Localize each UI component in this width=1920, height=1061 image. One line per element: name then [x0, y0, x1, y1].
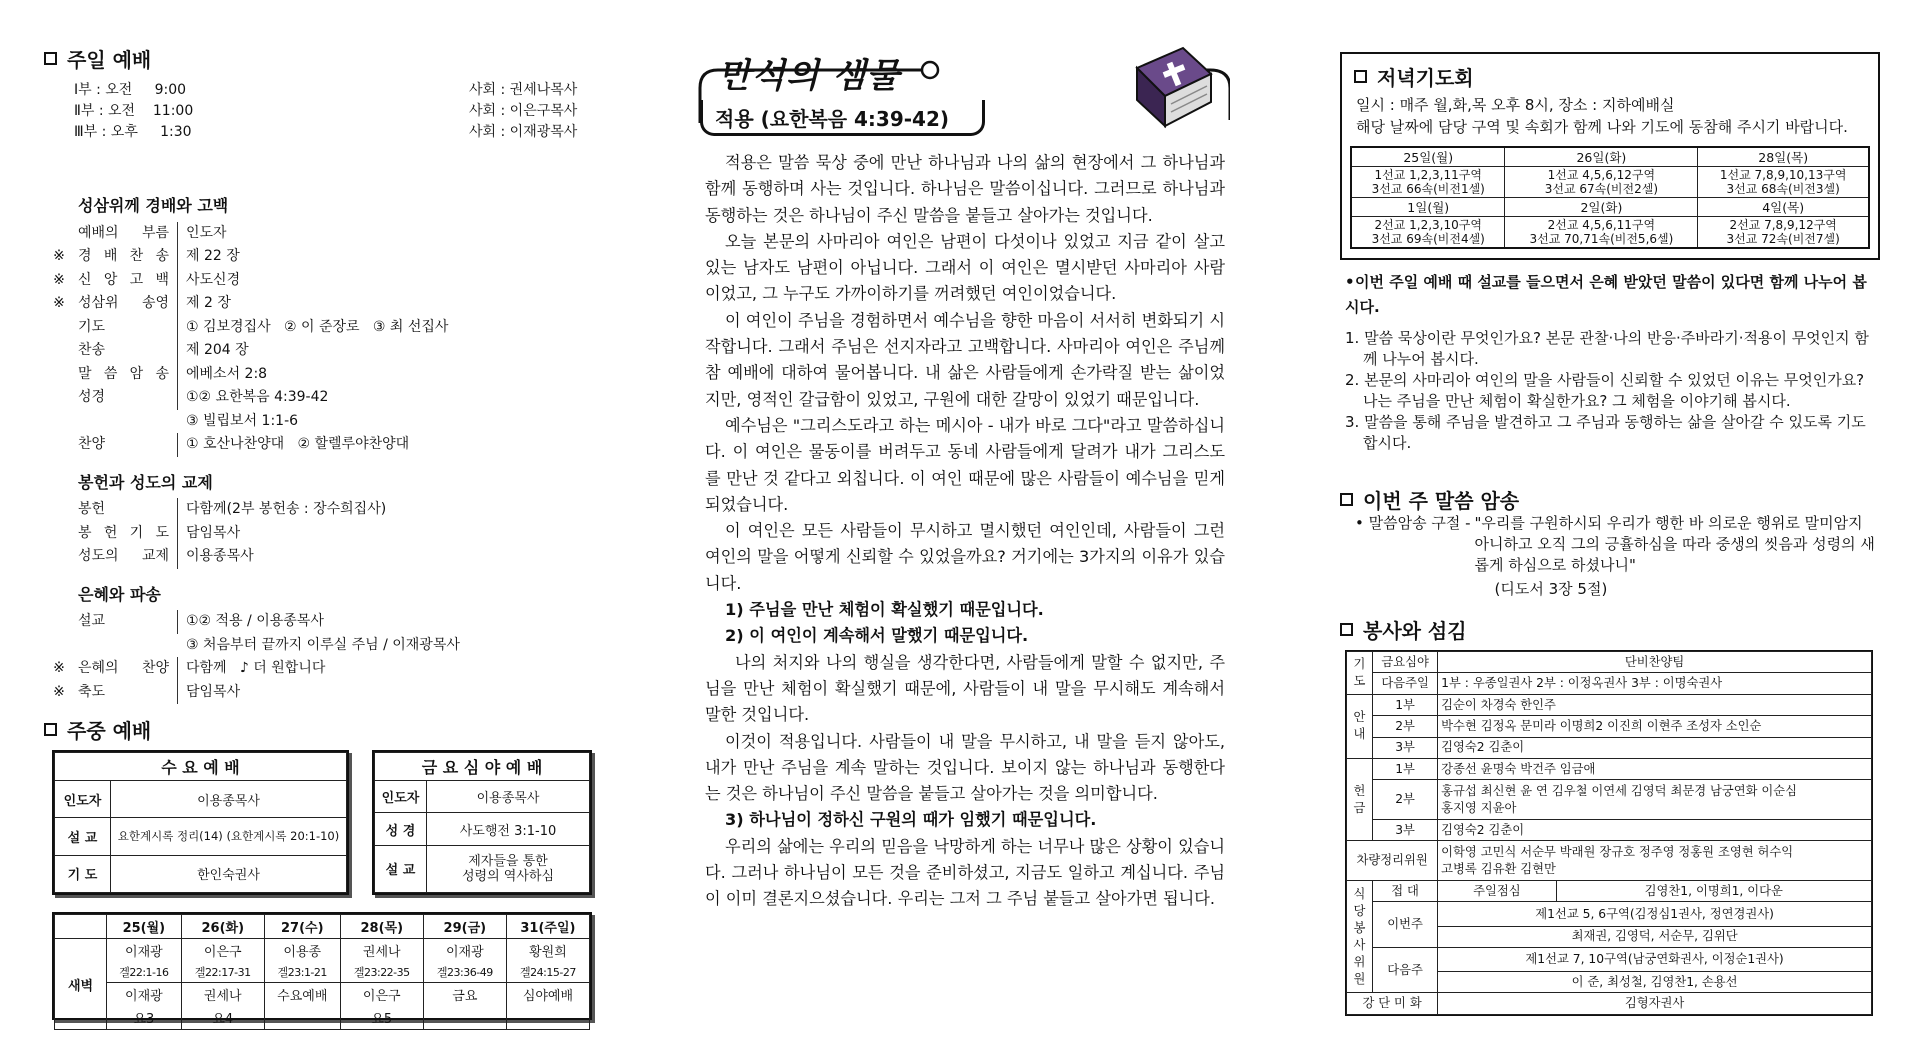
- row-value: 제자들을 통한 성령의 역사하심: [427, 845, 590, 892]
- order-row: [40, 363, 600, 387]
- order-row: [40, 634, 600, 658]
- service-cell: 김영찬1, 이명희1, 이다운: [1556, 881, 1871, 902]
- dawn-cell: 이재광: [107, 983, 182, 1007]
- row-label: 기 도: [55, 855, 111, 892]
- group-label: 기 도: [1347, 652, 1373, 695]
- order-of-worship: [40, 188, 600, 704]
- bible-icon: [1125, 40, 1217, 132]
- service-cell: 이 준, 최성철, 김영찬1, 손용선: [1438, 972, 1872, 993]
- order-row: [40, 545, 600, 569]
- evening-prayer-heading: 저녁기도회: [1354, 62, 1474, 91]
- order-label: 축도: [78, 681, 178, 705]
- article-paragraph: 이 여인이 주님을 경험하면서 예수님을 향한 마음이 서서히 변화되기 시작합니다. 그래서 주님은 선지자라고 고백합니다. 사마리아 여인은 주님께 참 예배에 대하여 물어봅니다. 내 삶은 사람들에게 손가락질 받는 삶이었지만, 영적인 갈급함이 있었고, 구원에 대한 갈망이 있었기 때문입니다.: [705, 310, 1225, 409]
- standing-mark: ※: [53, 271, 65, 288]
- dawn-cell: 심야예배: [506, 983, 589, 1007]
- service-cell: 김영숙2 김춘이: [1438, 737, 1872, 758]
- dawn-header-row: [55, 915, 590, 939]
- service-time: Ⅲ부 : 오후 1:30: [74, 124, 192, 140]
- row-value: 사도행전 3:1-10: [427, 813, 590, 845]
- prayer-date-row: [1351, 147, 1869, 167]
- order-label: 성삼위 송영: [78, 292, 178, 316]
- order-row: [40, 522, 600, 546]
- prayer-date: 1일(월): [1351, 198, 1505, 217]
- article-paragraph: 적용은 말씀 묵상 중에 만난 하나님과 나의 삶의 현장에서 그 하나님과 함께 동행하며 사는 것입니다. 하나님은 말씀이십니다. 그러므로 하나님과 동행하는 것은 하나님이 주신 말씀을 붙들고 살아가는 것입니다.: [705, 153, 1225, 225]
- standing-mark: ※: [53, 660, 65, 676]
- article-paragraph: 이것이 적용입니다. 사람들이 내 말을 무시하고, 내 말을 듣지 않아도, 내가 만난 주님을 계속 말하는 것입니다. 보이지 않는 하나님과 동행한다는 것은 하나님이 주신 말씀을 붙들고 살아가는 것을 의미합니다.: [705, 731, 1225, 804]
- memory-verse: [1355, 513, 1880, 600]
- dawn-cell: 겔24:15-27: [506, 962, 589, 983]
- prayer-date: 28일(목): [1698, 147, 1869, 167]
- group-label: 식당 봉사 위원: [1347, 881, 1373, 993]
- order-value: ③ 빌립보서 1:1-6: [186, 412, 299, 429]
- service-times: [74, 80, 594, 143]
- service-host: 사회 : 이재광목사: [469, 124, 578, 140]
- dawn-cell: 요4: [181, 1006, 264, 1030]
- group-label: 안 내: [1347, 694, 1373, 758]
- memory-text: "우리를 구원하시되 우리가 행한 바 의로운 행위로 말미암지 아니하고 오직 그의 긍휼하심을 따라 중생의 씻음과 성령의 새롭게 하심으로 하셨나니": [1474, 514, 1875, 574]
- service-cell: 1부: [1373, 759, 1438, 780]
- service-row: [1347, 993, 1872, 1015]
- service-row: [1347, 902, 1872, 926]
- checkbox-square-icon: [1340, 493, 1353, 506]
- dawn-row: [55, 939, 590, 963]
- dawn-cell: 이재광: [107, 939, 182, 963]
- order-section-heading: 은혜와 파송: [78, 584, 161, 604]
- service-cell: 다음주일: [1373, 673, 1438, 694]
- order-value: ① 호산나찬양대 ② 할렐루야찬양대: [186, 436, 410, 452]
- prayer-group: 2선교 1,2,3,10구역 3선교 69속(비전4셀): [1351, 217, 1505, 249]
- row-value: 한인숙권사: [111, 855, 347, 892]
- order-value: ① 김보경집사 ② 이 준장로 ③ 최 선집사: [186, 318, 449, 335]
- article-paragraph: 나의 처지와 나의 행실을 생각한다면, 사람들에게 말할 수 없지만, 주님을 만난 체험이 확실했기 때문에, 사람들이 내 말을 무시해도 계속해서 말한 것입니다.: [705, 652, 1225, 725]
- service-row: [1347, 694, 1872, 715]
- order-label: 말 씀 암 송: [78, 363, 178, 387]
- prayer-group-row: [1351, 167, 1869, 198]
- dawn-cell: 요3: [107, 1006, 182, 1030]
- order-value: 에베소서 2:8: [186, 365, 268, 382]
- checkbox-square-icon: [44, 52, 57, 65]
- dawn-cell: 금요: [423, 983, 506, 1007]
- dawn-cell: 이재광: [423, 939, 506, 963]
- order-value: 다함께(2부 봉헌송 : 장수희집사): [186, 501, 387, 517]
- group-label: 헌 금: [1347, 759, 1373, 841]
- order-label: 경 배 찬 송: [78, 245, 178, 269]
- order-row: [40, 222, 600, 246]
- article-paragraph: 1) 주님을 만난 체험이 확실했기 때문입니다.: [725, 600, 1044, 620]
- prayer-date: 4일(목): [1698, 198, 1869, 217]
- dawn-cell: 겔22:17-31: [181, 962, 264, 983]
- row-label: 설 교: [375, 845, 427, 892]
- order-label: 봉 헌 기 도: [78, 522, 178, 546]
- dawn-cell: 이용종: [264, 939, 340, 963]
- service-row: [1347, 780, 1872, 820]
- dawn-cell: [264, 1006, 340, 1030]
- dawn-cell: 황원희: [506, 939, 589, 963]
- dawn-cell: [423, 1006, 506, 1030]
- service-time: Ⅱ부 : 오전 11:00: [74, 103, 194, 119]
- order-value: 인도자: [186, 224, 227, 241]
- order-value: 제 22 장: [186, 248, 240, 264]
- service-row: [1347, 737, 1872, 758]
- dawn-row: [55, 983, 590, 1007]
- service-cell: 2부: [1373, 780, 1438, 820]
- sharing-question: 3. 말씀을 통해 주님을 발견하고 그 주님과 동행하는 삶을 살아갈 수 있도록 기도합시다.: [1345, 413, 1866, 452]
- checkbox-square-icon: [1354, 70, 1367, 83]
- service-cell: 접 대: [1373, 881, 1438, 902]
- order-value: ①② 적용 / 이용종목사: [186, 613, 324, 629]
- wednesday-title: 수 요 예 배: [55, 753, 347, 781]
- order-label: 찬송: [78, 339, 178, 363]
- standing-mark: ※: [53, 248, 65, 264]
- dawn-row: [55, 962, 590, 983]
- order-value: 사도신경: [186, 271, 241, 288]
- dawn-day: 26(화): [181, 915, 264, 939]
- group-label: 강 단 미 화: [1347, 993, 1438, 1015]
- standing-mark: ※: [53, 683, 65, 700]
- service-cell: 2부: [1373, 716, 1438, 737]
- service-row: [1347, 841, 1872, 881]
- brand-title: 만석의 샘물: [718, 56, 901, 96]
- service-cell: 박수현 김정옥 문미라 이명희2 이진희 이현주 조성자 소인순: [1438, 716, 1872, 737]
- order-label: 성도의 교제: [78, 545, 178, 569]
- prayer-group: 2선교 7,8,9,12구역 3선교 72속(비전7셀): [1698, 217, 1869, 249]
- service-cell: 3부: [1373, 737, 1438, 758]
- dawn-cell: 수요예배: [264, 983, 340, 1007]
- memory-label: • 말씀암송 구절 -: [1355, 514, 1471, 532]
- bullet-icon: •: [1345, 273, 1355, 291]
- sunday-worship-heading: 주일 예배: [44, 44, 151, 73]
- weekday-worship-heading: 주중 예배: [44, 715, 151, 744]
- service-table-box: [1345, 650, 1873, 1016]
- checkbox-square-icon: [44, 723, 57, 736]
- memory-verse-heading: 이번 주 말씀 암송: [1340, 485, 1519, 514]
- order-row: [40, 681, 600, 705]
- order-row: [40, 339, 600, 363]
- service-time: Ⅰ부 : 오전 9:00: [74, 82, 187, 98]
- service-cell: 이학영 고민식 서순무 박래원 장규호 정주영 정홍원 조영현 허수익 고병록 김유환 김현만: [1438, 841, 1872, 881]
- row-label: 인도자: [375, 781, 427, 813]
- row-value: 이용종목사: [111, 781, 347, 818]
- order-section-heading: 봉헌과 성도의 교제: [78, 472, 213, 492]
- service-cell: 강종선 윤명숙 박건주 임금애: [1438, 759, 1872, 780]
- order-label: 성경: [78, 386, 178, 410]
- order-row: [40, 245, 600, 269]
- order-row: [40, 269, 600, 293]
- dawn-cell: 이은구: [340, 983, 423, 1007]
- service-cell: 홍규섭 최신현 윤 연 김우철 이연세 김영덕 최문경 남궁연화 이순심 홍지영 지윤아: [1438, 780, 1872, 820]
- row-label: 설 교: [55, 818, 111, 855]
- row-value: 요한계시록 정리(14) (요한계시록 20:1-10): [111, 818, 347, 855]
- sharing-question: 2. 본문의 사마리아 여인의 말을 사람들이 신뢰할 수 있었던 이유는 무엇인가요? 나는 주님을 만난 체험이 확실한가요? 그 체험을 이야기해 봅시다.: [1345, 371, 1865, 410]
- dawn-cell: 이은구: [181, 939, 264, 963]
- order-value: 담임목사: [186, 524, 241, 541]
- service-cell: 김형자권사: [1438, 993, 1872, 1015]
- service-cell: 1부 : 우종일권사 2부 : 이정옥권사 3부 : 이명숙권사: [1438, 673, 1872, 694]
- memory-reference: (디도서 3장 5절): [1494, 580, 1608, 598]
- sharing-question: 1. 말씀 묵상이란 무엇인가요? 본문 관찰·나의 반응·주바라기·적용이 무엇인지 함께 나누어 봅시다.: [1345, 329, 1869, 368]
- dawn-cell: [506, 1006, 589, 1030]
- prayer-info-line: 해당 날짜에 담당 구역 및 속회가 함께 나와 기도에 동참해 주시기 바랍니다.: [1356, 118, 1848, 136]
- service-row: [1347, 716, 1872, 737]
- order-row: [40, 657, 600, 681]
- order-value: ①② 요한복음 4:39-42: [186, 389, 329, 405]
- article-body: [705, 150, 1225, 913]
- dawn-cell: 권세나: [181, 983, 264, 1007]
- order-row: [40, 316, 600, 340]
- dawn-day: 25(월): [107, 915, 182, 939]
- dawn-label: 새벽: [55, 939, 107, 1030]
- row-label: 인도자: [55, 781, 111, 818]
- service-cell: 3부: [1373, 820, 1438, 841]
- service-cell: 김순이 차경숙 한인주: [1438, 694, 1872, 715]
- order-value: 담임목사: [186, 683, 241, 700]
- row-value: 이용종목사: [427, 781, 590, 813]
- row-label: 성 경: [375, 813, 427, 845]
- service-cell: 1부: [1373, 694, 1438, 715]
- service-cell: 단비찬양팀: [1438, 652, 1872, 673]
- service-cell: 이번주: [1373, 902, 1438, 947]
- article-paragraph: 예수님은 "그리스도라고 하는 메시아 - 내가 바로 그다"라고 말씀하십니다. 이 여인은 물동이를 버려두고 동네 사람들에게 달려가 내가 그리스도를 만난 것 같다고 외칩니다. 이 여인 때문에 많은 사람들이 예수님을 믿게 되었습니다.: [705, 415, 1225, 514]
- order-value: 제 204 장: [186, 342, 249, 358]
- order-value: 제 2 장: [186, 295, 231, 311]
- dawn-day: 29(금): [423, 915, 506, 939]
- service-cell: 최재권, 김영덕, 서순무, 김위단: [1438, 926, 1872, 947]
- dawn-day: 27(수): [264, 915, 340, 939]
- order-label: 설교: [78, 610, 178, 634]
- order-label: 신 앙 고 백: [78, 269, 178, 293]
- order-value: 이용종목사: [186, 548, 254, 564]
- service-host: 사회 : 이은구목사: [469, 103, 578, 119]
- prayer-group: 1선교 7,8,9,10,13구역 3선교 68속(비전3셀): [1698, 167, 1869, 198]
- prayer-group: 2선교 4,5,6,11구역 3선교 70,71속(비전5,6셀): [1505, 217, 1698, 249]
- prayer-date: 25일(월): [1351, 147, 1505, 167]
- article-subtitle: 적용 (요한복음 4:39-42): [700, 100, 985, 136]
- service-cell: 제1선교 7, 10구역(남궁연화권사, 이정순1권사): [1438, 947, 1872, 971]
- order-label: 은혜의 찬양: [78, 657, 178, 681]
- article-paragraph: 2) 이 여인이 계속해서 말했기 때문입니다.: [725, 626, 1029, 646]
- article-paragraph: 우리의 삶에는 우리의 믿음을 낙망하게 하는 너무나 많은 상황이 있습니다. 그러나 하나님이 모든 것을 준비하셨고, 지금도 일하고 계십니다. 주님이 이미 결론지으셨습니다. 우리는 그저 그 주님 붙들고 살아가면 됩니다.: [705, 836, 1225, 909]
- order-label: 기도: [78, 316, 178, 340]
- prayer-date: 2일(화): [1505, 198, 1698, 217]
- service-row: [1347, 881, 1872, 902]
- order-row: [40, 433, 600, 457]
- dawn-cell: 요5: [340, 1006, 423, 1030]
- prayer-date: 26일(화): [1505, 147, 1698, 167]
- dawn-cell: 겔23:22-35: [340, 962, 423, 983]
- left-column: [40, 0, 600, 1061]
- dawn-row: [55, 1006, 590, 1030]
- standing-mark: ※: [53, 295, 65, 311]
- dawn-cell: 겔23:36-49: [423, 962, 506, 983]
- friday-title: 금 요 심 야 예 배: [375, 753, 590, 781]
- article-paragraph: 이 여인은 모든 사람들이 무시하고 멸시했던 여인인데, 사람들이 그런 여인의 말을 어떻게 신뢰할 수 있었을까요? 거기에는 3가지의 이유가 있습니다.: [705, 521, 1225, 593]
- evening-prayer-box: [1340, 52, 1880, 260]
- checkbox-square-icon: [1340, 623, 1353, 636]
- service-row: [1347, 652, 1872, 673]
- dawn-cell: 권세나: [340, 939, 423, 963]
- prayer-group: 1선교 1,2,3,11구역 3선교 66속(비전1셀): [1351, 167, 1505, 198]
- prayer-group-row: [1351, 217, 1869, 249]
- article-paragraph: 오늘 본문의 사마리아 여인은 남편이 다섯이나 있었고 지금 같이 살고 있는 남자도 남편이 아닙니다. 그래서 이 여인은 멸시받던 사마리아 사람이었고, 그 누구도 가까이하기를 꺼려했던 여인이었습니다.: [705, 231, 1225, 304]
- dawn-corner: [55, 915, 107, 939]
- service-cell: 금요심야: [1373, 652, 1438, 673]
- prayer-info: [1356, 94, 1848, 138]
- sharing-questions: [1345, 328, 1875, 454]
- order-row: [40, 386, 600, 410]
- order-row: [40, 292, 600, 316]
- prayer-date-row: [1351, 198, 1869, 217]
- dawn-prayer-box: [52, 912, 592, 1027]
- order-label: 봉헌: [78, 498, 178, 522]
- friday-worship-box: [372, 750, 592, 895]
- sharing-intro: •이번 주일 예배 때 설교를 들으면서 은혜 받았던 말씀이 있다면 함께 나누어 봅시다.: [1345, 270, 1875, 320]
- order-label: 찬양: [78, 433, 178, 457]
- order-label: 예배의 부름: [78, 222, 178, 246]
- dawn-day: 31(주일): [506, 915, 589, 939]
- service-cell: 제1선교 5, 6구역(김정심1권사, 정연경권사): [1438, 902, 1872, 926]
- service-cell: 다음주: [1373, 947, 1438, 992]
- service-row: [1347, 759, 1872, 780]
- prayer-group: 1선교 4,5,6,12구역 3선교 67속(비전2셀): [1505, 167, 1698, 198]
- service-row: [1347, 947, 1872, 971]
- order-row: [40, 610, 600, 634]
- service-host: 사회 : 권세나목사: [469, 82, 578, 98]
- order-value: ③ 처음부터 끝까지 이루실 주님 / 이재광목사: [186, 636, 460, 653]
- dawn-cell: 겔23:1-21: [264, 962, 340, 983]
- service-heading: 봉사와 섬김: [1340, 615, 1467, 644]
- service-cell: 김영숙2 김춘이: [1438, 820, 1872, 841]
- dawn-cell: 겔22:1-16: [107, 962, 182, 983]
- article-paragraph: 3) 하나님이 정하신 구원의 때가 임했기 때문입니다.: [725, 810, 1097, 830]
- service-row: [1347, 820, 1872, 841]
- service-cell: 주일점심: [1438, 881, 1556, 902]
- order-section-heading: 성삼위께 경배와 고백: [78, 196, 229, 215]
- article-header: [690, 48, 1230, 143]
- order-row: [40, 498, 600, 522]
- wednesday-worship-box: [52, 750, 349, 895]
- dawn-day: 28(목): [340, 915, 423, 939]
- order-value: 다함께 ♪ 더 원합니다: [186, 660, 326, 676]
- service-row: [1347, 673, 1872, 694]
- order-row: [40, 410, 600, 434]
- prayer-info-line: 일시 : 매주 월,화,목 오후 8시, 장소 : 지하예배실: [1356, 96, 1675, 114]
- group-label: 차량정리위원: [1347, 841, 1438, 881]
